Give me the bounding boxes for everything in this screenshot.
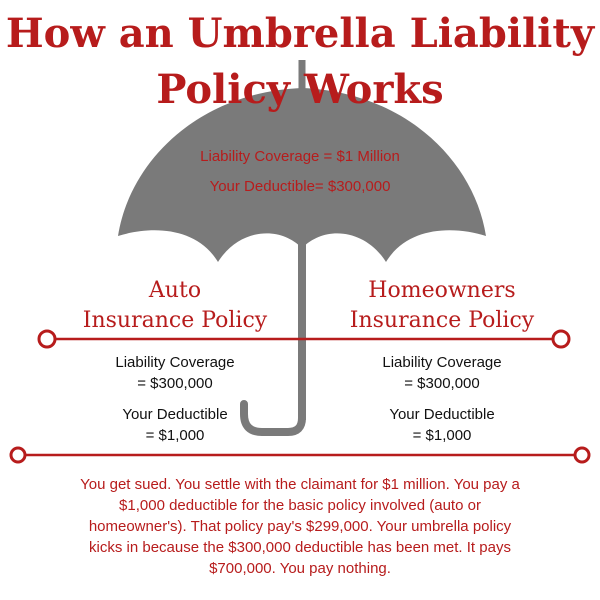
connector-end-left	[39, 331, 55, 347]
auto-deductible-value: = $1,000	[145, 427, 205, 444]
summary-line: $700,000. You pay nothing.	[209, 560, 391, 577]
auto-coverage-label: Liability Coverage	[115, 354, 235, 371]
summary-line: kicks in because the $300,000 deductible has been met. It pays	[89, 539, 511, 556]
home-policy-title-line2: Insurance Policy	[349, 308, 535, 333]
summary-line: $1,000 deductible for the basic policy involved (auto or	[119, 497, 481, 514]
divider-end-right	[575, 448, 589, 462]
home-coverage-value: = $300,000	[404, 375, 480, 392]
page-title-line2: Policy Works	[156, 66, 444, 113]
home-policy-details	[322, 352, 562, 446]
home-policy-title-line1: Homeowners	[368, 278, 516, 303]
auto-policy-title-line1: Auto	[148, 278, 202, 303]
auto-policy-title-line2: Insurance Policy	[82, 308, 268, 333]
home-policy-title	[322, 276, 562, 336]
umbrella-deductible-text: Your Deductible= $300,000	[209, 178, 391, 195]
auto-coverage-value: = $300,000	[137, 375, 213, 392]
home-deductible-value: = $1,000	[412, 427, 472, 444]
divider-end-left	[11, 448, 25, 462]
auto-deductible-label: Your Deductible	[122, 406, 228, 423]
auto-policy-details	[55, 352, 295, 446]
summary-line: You get sued. You settle with the claimant for $1 million. You pay a	[80, 476, 520, 493]
page-title-line1: How an Umbrella Liability	[5, 10, 595, 57]
home-deductible-label: Your Deductible	[389, 406, 495, 423]
umbrella-coverage-text: Liability Coverage = $1 Million	[200, 148, 400, 165]
umbrella-canopy	[118, 88, 486, 262]
summary-paragraph	[40, 474, 560, 579]
home-coverage-label: Liability Coverage	[382, 354, 502, 371]
auto-policy-title	[55, 276, 295, 336]
summary-line: homeowner's). That policy pay's $299,000. Your umbrella policy	[88, 518, 512, 535]
